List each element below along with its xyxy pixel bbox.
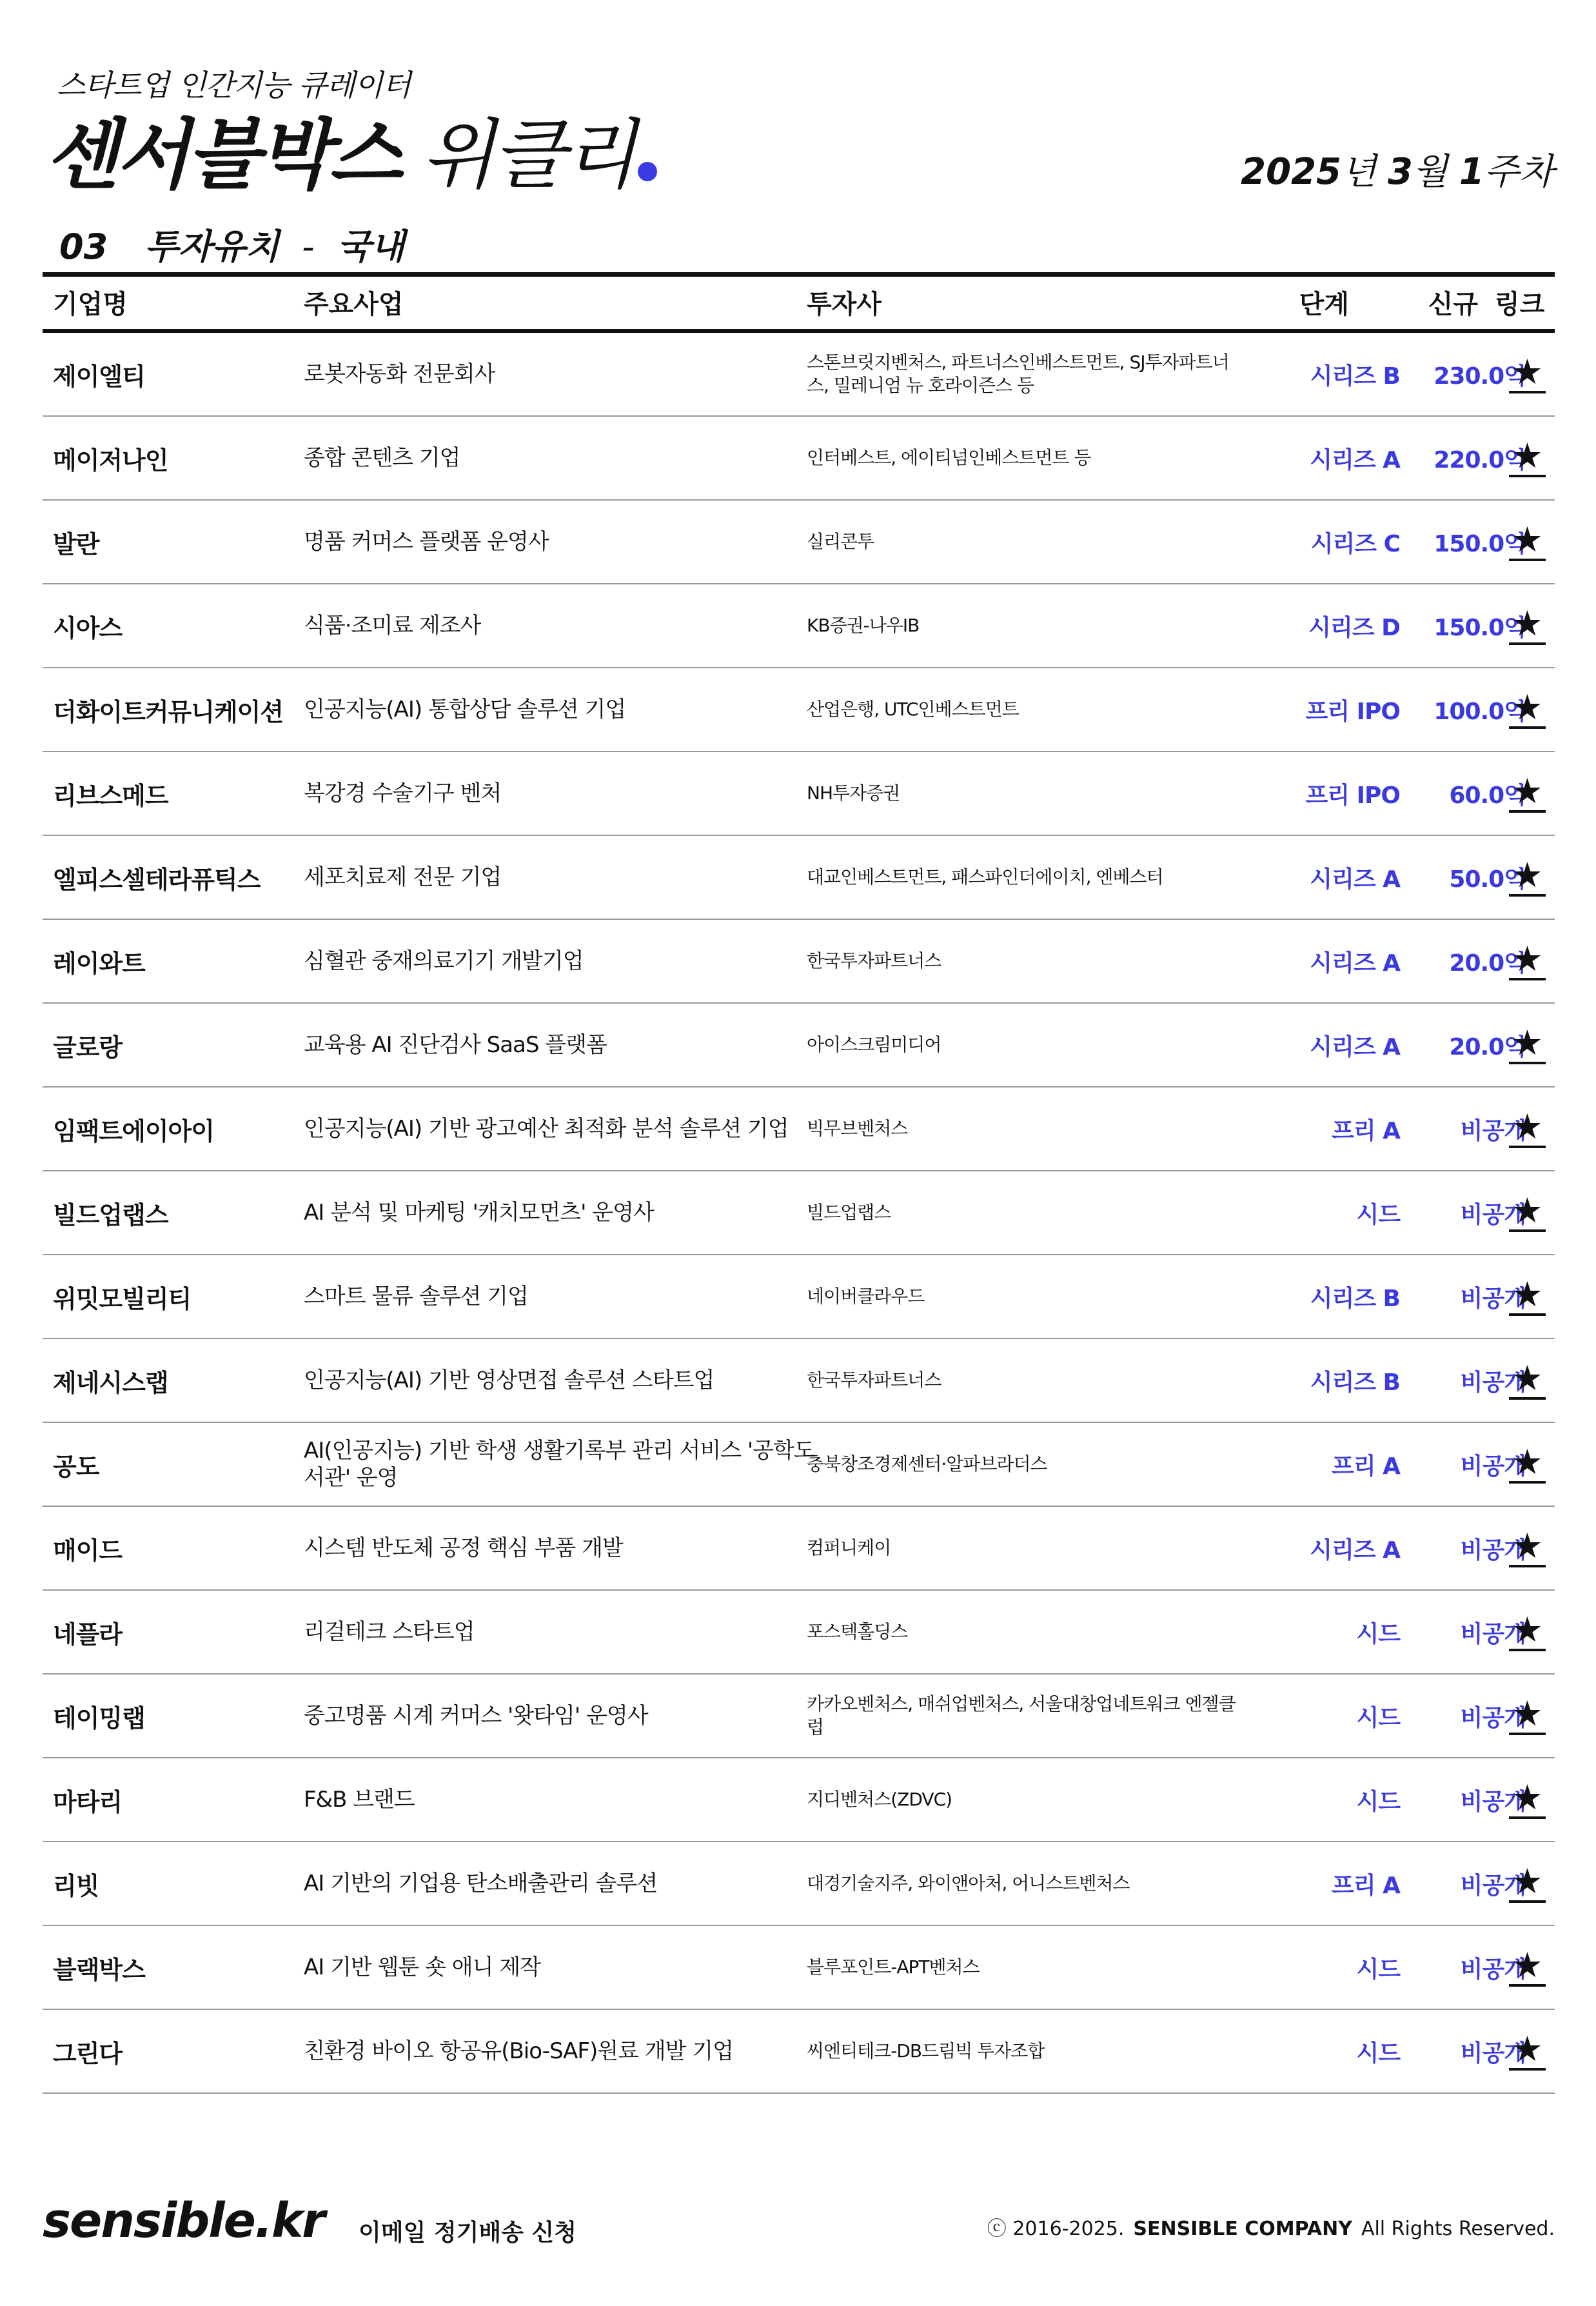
title-brand: 센서블박스 xyxy=(45,110,400,199)
business-description: 세포치료제 전문 기업 xyxy=(304,864,502,890)
section-heading xyxy=(59,219,404,269)
business-description: 인공지능(AI) 기반 영상면접 솔루션 스타트업 xyxy=(304,1367,714,1393)
funding-amount: 비공개 xyxy=(1460,1872,1526,1899)
section-number: 03 xyxy=(59,226,108,267)
funding-stage: 시리즈 B xyxy=(1310,1369,1400,1396)
table-row xyxy=(43,668,1555,752)
funding-amount: 230.0억 xyxy=(1433,363,1526,390)
company-name: 글로랑 xyxy=(53,1033,123,1062)
funding-stage: 시리즈 A xyxy=(1310,1536,1400,1564)
investor-list: NH투자증권 xyxy=(807,782,900,804)
column-header-amount: 신규 xyxy=(1428,290,1478,319)
investor-list: 지디벤처스(ZDVC) xyxy=(807,1789,952,1810)
business-description: 복강경 수술기구 벤처 xyxy=(304,780,502,806)
funding-amount: 비공개 xyxy=(1460,1956,1526,1983)
article-link[interactable] xyxy=(1500,1088,1555,1170)
business-description: 인공지능(AI) 통합상담 솔루션 기업 xyxy=(304,697,626,722)
star-icon[interactable]: ★ xyxy=(1509,2032,1545,2071)
table-row xyxy=(43,417,1555,501)
investor-list: 대경기술지주, 와이앤아처, 어니스트벤처스 xyxy=(807,1873,1130,1894)
table-row xyxy=(43,1255,1555,1339)
business-description: 종합 콘텐츠 기업 xyxy=(304,445,460,471)
funding-amount: 비공개 xyxy=(1460,1369,1526,1396)
star-icon[interactable]: ★ xyxy=(1509,1780,1545,1819)
funding-stage: 시리즈 C xyxy=(1310,530,1400,557)
business-description: 교육용 AI 진단검사 SaaS 플랫폼 xyxy=(304,1032,607,1058)
funding-amount: 150.0억 xyxy=(1433,614,1526,641)
star-icon[interactable]: ★ xyxy=(1509,1696,1545,1735)
star-icon[interactable]: ★ xyxy=(1509,1529,1545,1567)
table-top-rule xyxy=(43,272,1555,277)
article-link[interactable] xyxy=(1500,1591,1555,1673)
section-subtitle: 국내 xyxy=(337,226,405,267)
article-link[interactable] xyxy=(1500,1675,1555,1757)
business-description: AI 기반의 기업용 탄소배출관리 솔루션 xyxy=(304,1871,658,1896)
investor-list: 실리콘투 xyxy=(807,531,874,552)
star-icon[interactable]: ★ xyxy=(1509,1864,1545,1903)
newsletter-tagline: 스타트업 인간지능 큐레이터 xyxy=(57,68,411,103)
funding-stage: 프리 A xyxy=(1332,1453,1400,1480)
star-icon[interactable]: ★ xyxy=(1509,774,1545,813)
investor-list: 스톤브릿지벤처스, 파트너스인베스트먼트, SJ투자파트너스, 밀레니엄 뉴 호라이즌스 등 xyxy=(807,352,1229,396)
star-icon[interactable]: ★ xyxy=(1509,606,1545,645)
funding-amount: 비공개 xyxy=(1460,2040,1526,2067)
business-description: AI(인공지능) 기반 학생 생활기록부 관리 서비스 '공학도서관' 운영 xyxy=(304,1438,814,1491)
funding-amount: 비공개 xyxy=(1460,1285,1526,1312)
table-row xyxy=(43,1171,1555,1255)
copyright: ⓒ 2016-2025. SENSIBLE COMPANY All Rights Reserved. xyxy=(987,2218,1555,2240)
star-icon[interactable]: ★ xyxy=(1509,1026,1545,1064)
article-link[interactable] xyxy=(1500,836,1555,919)
business-description: 명품 커머스 플랫폼 운영사 xyxy=(304,529,549,555)
business-description: AI 기반 웹툰 숏 애니 제작 xyxy=(304,1954,540,1980)
investor-list: 네이버클라우드 xyxy=(807,1286,925,1307)
company-name: 위밋모빌리티 xyxy=(53,1284,192,1313)
company-name: 블랙박스 xyxy=(53,1955,145,1984)
funding-amount: 비공개 xyxy=(1460,1620,1526,1647)
funding-stage: 시리즈 A xyxy=(1310,1033,1400,1060)
star-icon[interactable]: ★ xyxy=(1509,1277,1545,1316)
funding-stage: 시드 xyxy=(1356,1620,1400,1647)
table-row xyxy=(43,1591,1555,1675)
investor-list: 대교인베스트먼트, 패스파인더에이치, 엔베스터 xyxy=(807,866,1163,888)
article-link[interactable] xyxy=(1500,1339,1555,1422)
article-link[interactable] xyxy=(1500,1423,1555,1506)
funding-amount: 비공개 xyxy=(1460,1117,1526,1144)
article-link[interactable] xyxy=(1500,752,1555,835)
funding-stage: 시드 xyxy=(1356,1201,1400,1228)
investor-list: 포스텍홀딩스 xyxy=(807,1621,908,1642)
funding-amount: 20.0억 xyxy=(1449,1033,1526,1060)
table-row xyxy=(43,1675,1555,1758)
funding-stage: 프리 A xyxy=(1332,1117,1400,1144)
article-link[interactable] xyxy=(1500,1255,1555,1338)
business-description: 리걸테크 스타트업 xyxy=(304,1619,475,1645)
business-description: 식품·조미료 제조사 xyxy=(304,613,481,639)
investor-list: 한국투자파트너스 xyxy=(807,950,941,971)
funding-stage: 시리즈 A xyxy=(1310,866,1400,893)
business-description: 스마트 물류 솔루션 기업 xyxy=(304,1284,528,1309)
investor-list: 인터베스트, 에이티넘인베스트먼트 등 xyxy=(807,447,1091,468)
company-name: 발란 xyxy=(53,530,99,559)
company-name: 네플라 xyxy=(53,1620,123,1649)
investor-list: 충북창조경제센터·알파브라더스 xyxy=(807,1453,1047,1475)
investor-list: 컴퍼니케이 xyxy=(807,1537,891,1558)
accent-dot-icon xyxy=(638,162,657,181)
investor-list: 카카오벤처스, 매쉬업벤처스, 서울대창업네트워크 엔젤클럽 xyxy=(807,1693,1236,1738)
business-description: F&B 브랜드 xyxy=(304,1787,415,1813)
article-link[interactable] xyxy=(1500,501,1555,583)
article-link[interactable] xyxy=(1500,668,1555,751)
funding-stage: 시리즈 A xyxy=(1310,446,1400,473)
star-icon[interactable]: ★ xyxy=(1509,522,1545,561)
table-row xyxy=(43,1088,1555,1171)
funding-stage: 프리 IPO xyxy=(1305,782,1400,809)
table-row xyxy=(43,1004,1555,1088)
investor-list: 빅무브벤처스 xyxy=(807,1118,908,1139)
article-link[interactable] xyxy=(1500,333,1555,415)
table-row xyxy=(43,2010,1555,2094)
subscribe-link[interactable]: 이메일 정기배송 신청 xyxy=(359,2220,577,2246)
footer-logo[interactable]: sensible.kr xyxy=(43,2193,324,2249)
star-icon[interactable]: ★ xyxy=(1509,1948,1545,1987)
business-description: AI 분석 및 마케팅 '캐치모먼츠' 운영사 xyxy=(304,1200,654,1226)
funding-stage: 시드 xyxy=(1356,2040,1400,2067)
business-description: 로봇자동화 전문회사 xyxy=(304,361,495,387)
business-description: 친환경 바이오 항공유(Bio-SAF)원료 개발 기업 xyxy=(304,2038,733,2064)
table-row xyxy=(43,1926,1555,2010)
business-description: 시스템 반도체 공정 핵심 부품 개발 xyxy=(304,1535,623,1561)
star-icon[interactable]: ★ xyxy=(1509,1613,1545,1651)
table-row xyxy=(43,584,1555,668)
funding-stage: 시리즈 B xyxy=(1310,1285,1400,1312)
article-link[interactable] xyxy=(1500,1507,1555,1589)
company-name: 더화이트커뮤니케이션 xyxy=(53,697,284,726)
funding-amount: 100.0억 xyxy=(1433,698,1526,725)
article-link[interactable] xyxy=(1500,2010,1555,2092)
star-icon[interactable]: ★ xyxy=(1509,858,1545,897)
table-row xyxy=(43,1339,1555,1423)
business-description: 심혈관 중재의료기기 개발기업 xyxy=(304,948,584,974)
issue-week: 2025년 3월 1주차 xyxy=(1241,151,1554,193)
star-icon[interactable]: ★ xyxy=(1509,1445,1545,1484)
column-header-stage: 단계 xyxy=(1299,290,1349,319)
column-header-link: 링크 xyxy=(1495,290,1545,319)
table-row xyxy=(43,333,1555,417)
funding-stage: 프리 A xyxy=(1332,1872,1400,1899)
article-link[interactable] xyxy=(1500,1004,1555,1086)
investor-list: 아이스크림미디어 xyxy=(807,1034,941,1055)
funding-stage: 시드 xyxy=(1356,1788,1400,1815)
table-row xyxy=(43,836,1555,920)
article-link[interactable] xyxy=(1500,417,1555,499)
company-name: 그린다 xyxy=(53,2039,123,2068)
investor-list: 산업은행, UTC인베스트먼트 xyxy=(807,699,1019,720)
section-separator: - xyxy=(302,226,315,267)
investor-list: 한국투자파트너스 xyxy=(807,1369,941,1391)
business-description: 중고명품 시계 커머스 '왓타임' 운영사 xyxy=(304,1703,648,1729)
column-header-company: 기업명 xyxy=(53,290,128,319)
funding-amount: 비공개 xyxy=(1460,1201,1526,1228)
table-row xyxy=(43,1507,1555,1591)
star-icon[interactable]: ★ xyxy=(1509,355,1545,393)
company-name: 엘피스셀테라퓨틱스 xyxy=(53,865,261,894)
funding-amount: 비공개 xyxy=(1460,1453,1526,1480)
investor-list: 씨엔티테크-DB드림빅 투자조합 xyxy=(807,2040,1045,2062)
funding-amount: 60.0억 xyxy=(1449,782,1526,809)
funding-amount: 150.0억 xyxy=(1433,530,1526,557)
table-row xyxy=(43,1423,1555,1507)
company-name: 제네시스랩 xyxy=(53,1368,168,1397)
article-link[interactable] xyxy=(1500,920,1555,1002)
table-row xyxy=(43,1758,1555,1842)
company-name: 빌드업랩스 xyxy=(53,1200,168,1229)
funding-amount: 비공개 xyxy=(1460,1788,1526,1815)
funding-amount: 20.0억 xyxy=(1449,949,1526,977)
company-name: 공도 xyxy=(53,1452,99,1481)
table-row xyxy=(43,752,1555,836)
title-weekly: 위클리 xyxy=(421,110,635,199)
funding-stage: 프리 IPO xyxy=(1305,698,1400,725)
company-name: 임팩트에이아이 xyxy=(53,1117,214,1146)
star-icon[interactable]: ★ xyxy=(1509,1361,1545,1400)
table-row xyxy=(43,1842,1555,1926)
funding-stage: 시리즈 D xyxy=(1308,614,1400,641)
company-name: 메이저나인 xyxy=(53,446,168,475)
funding-stage: 시드 xyxy=(1356,1704,1400,1731)
section-title: 투자유치 xyxy=(144,226,279,267)
star-icon[interactable]: ★ xyxy=(1509,1193,1545,1232)
column-header-investors: 투자사 xyxy=(807,290,882,319)
funding-stage: 시리즈 B xyxy=(1310,363,1400,390)
star-icon[interactable]: ★ xyxy=(1509,690,1545,729)
article-link[interactable] xyxy=(1500,1758,1555,1841)
funding-stage: 시드 xyxy=(1356,1956,1400,1983)
star-icon[interactable]: ★ xyxy=(1509,439,1545,477)
company-name: 제이엘티 xyxy=(53,362,145,391)
business-description: 인공지능(AI) 기반 광고예산 최적화 분석 솔루션 기업 xyxy=(304,1116,789,1142)
funding-amount: 50.0억 xyxy=(1449,866,1526,893)
company-name: 리브스메드 xyxy=(53,781,168,810)
investor-list: 블루포인트-APT벤처스 xyxy=(807,1956,980,1978)
table-row xyxy=(43,501,1555,584)
funding-amount: 비공개 xyxy=(1460,1536,1526,1564)
article-link[interactable] xyxy=(1500,1926,1555,2009)
company-name: 마타리 xyxy=(53,1787,123,1816)
funding-stage: 시리즈 A xyxy=(1310,949,1400,977)
table-row xyxy=(43,920,1555,1004)
investor-list: 빌드업랩스 xyxy=(807,1202,891,1223)
newsletter-title xyxy=(45,110,657,200)
company-name: 시아스 xyxy=(53,613,123,642)
company-name: 매이드 xyxy=(53,1536,123,1565)
company-name: 리빗 xyxy=(53,1871,99,1900)
star-icon[interactable]: ★ xyxy=(1509,942,1545,980)
column-header-business: 주요사업 xyxy=(304,290,404,319)
funding-amount: 220.0억 xyxy=(1433,446,1526,473)
article-link[interactable] xyxy=(1500,1171,1555,1254)
article-link[interactable] xyxy=(1500,584,1555,667)
funding-amount: 비공개 xyxy=(1460,1704,1526,1731)
article-link[interactable] xyxy=(1500,1842,1555,1925)
company-name: 레이와트 xyxy=(53,949,145,978)
investor-list: KB증권-나우IB xyxy=(807,615,920,636)
star-icon[interactable]: ★ xyxy=(1509,1109,1545,1148)
company-name: 테이밍랩 xyxy=(53,1704,145,1733)
